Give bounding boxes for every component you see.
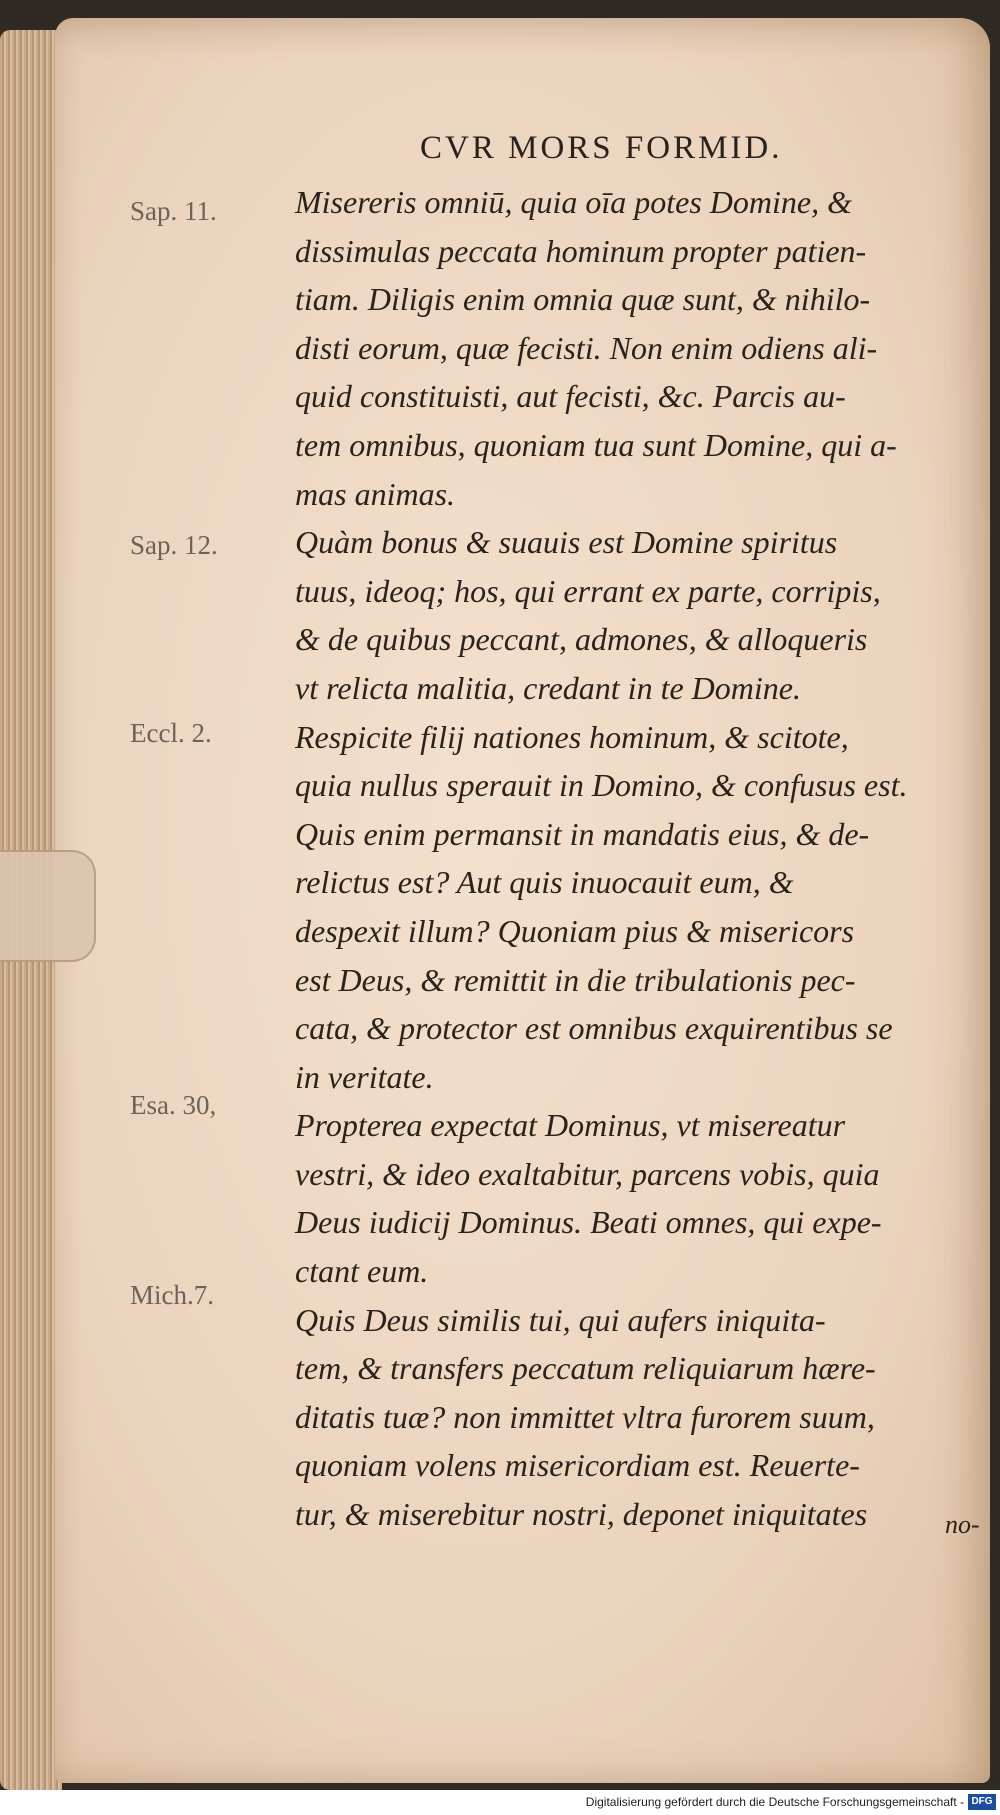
text-line: despexit illum? Quoniam pius & misericors <box>295 912 855 949</box>
text-line: tuus, ideoq; hos, qui errant ex parte, corripis, <box>295 572 881 609</box>
text-line: tem, & transfers peccatum reliquiarum hære- <box>295 1350 876 1387</box>
margin-note: Sap. 12. <box>130 530 218 560</box>
running-title: CVR MORS FORMID. <box>420 130 783 166</box>
catchword: no- <box>945 1510 980 1539</box>
funding-credit: Digitalisierung gefördert durch die Deutsche Forschungsgemeinschaft - <box>585 1795 964 1809</box>
dfg-logo: DFG <box>968 1794 996 1810</box>
margin-note: Esa. 30, <box>130 1090 217 1120</box>
text-line: vestri, & ideo exaltabitur, parcens vobis, quia <box>295 1155 880 1192</box>
text-line: Deus iudicij Dominus. Beati omnes, qui expe- <box>295 1204 882 1241</box>
text-line: & de quibus peccant, admones, & alloqueris <box>295 621 868 658</box>
text-line: Propterea expectat Dominus, vt misereatur <box>295 1107 846 1144</box>
body-text <box>295 178 975 1539</box>
text-line: mas animas. <box>295 475 456 512</box>
page-clip <box>0 850 96 962</box>
paragraph <box>295 1296 975 1539</box>
text-line: dissimulas peccata hominum propter patien- <box>295 232 867 269</box>
text-line: Misereris omniū, quia oīa potes Domine, & <box>295 184 852 220</box>
text-line: disti eorum, quæ fecisti. Non enim odiens ali- <box>295 329 878 366</box>
margin-note: Sap. 11. <box>130 196 217 226</box>
text-line: Quis Deus similis tui, qui aufers iniquita- <box>295 1301 826 1338</box>
paragraph <box>295 518 975 712</box>
text-line: quid constituisti, aut fecisti, &c. Parcis au- <box>295 378 846 415</box>
text-line: quia nullus sperauit in Domino, & confusus est. <box>295 767 908 804</box>
text-line: tiam. Diligis enim omnia quæ sunt, & nihilo- <box>295 281 871 318</box>
paragraph <box>295 178 975 518</box>
paragraph <box>295 713 975 1102</box>
text-line: quoniam volens misericordiam est. Reuerte- <box>295 1447 860 1484</box>
text-line: Quàm bonus & suauis est Domine spiritus <box>295 524 838 561</box>
text-line: relictus est? Aut quis inuocauit eum, & <box>295 864 794 901</box>
paragraph <box>295 1101 975 1295</box>
margin-note: Mich.7. <box>130 1280 214 1310</box>
digitization-footer <box>0 1790 1000 1815</box>
text-line: ctant eum. <box>295 1253 429 1290</box>
text-line: in veritate. <box>295 1058 434 1095</box>
text-line: vt relicta malitia, credant in te Domine. <box>295 669 801 706</box>
text-line: cata, & protector est omnibus exquirentibus se <box>295 1010 893 1047</box>
text-line: tur, & miserebitur nostri, deponet iniquitates <box>295 1496 868 1533</box>
text-line: Respicite filij nationes hominum, & scitote, <box>295 718 849 755</box>
text-line: est Deus, & remittit in die tribulationis pec- <box>295 961 856 998</box>
text-line: Quis enim permansit in mandatis eius, & de- <box>295 815 870 852</box>
text-line: tem omnibus, quoniam tua sunt Domine, qui a- <box>295 426 897 463</box>
margin-note: Eccl. 2. <box>130 718 212 748</box>
text-line: ditatis tuæ? non immittet vltra furorem suum, <box>295 1398 875 1435</box>
